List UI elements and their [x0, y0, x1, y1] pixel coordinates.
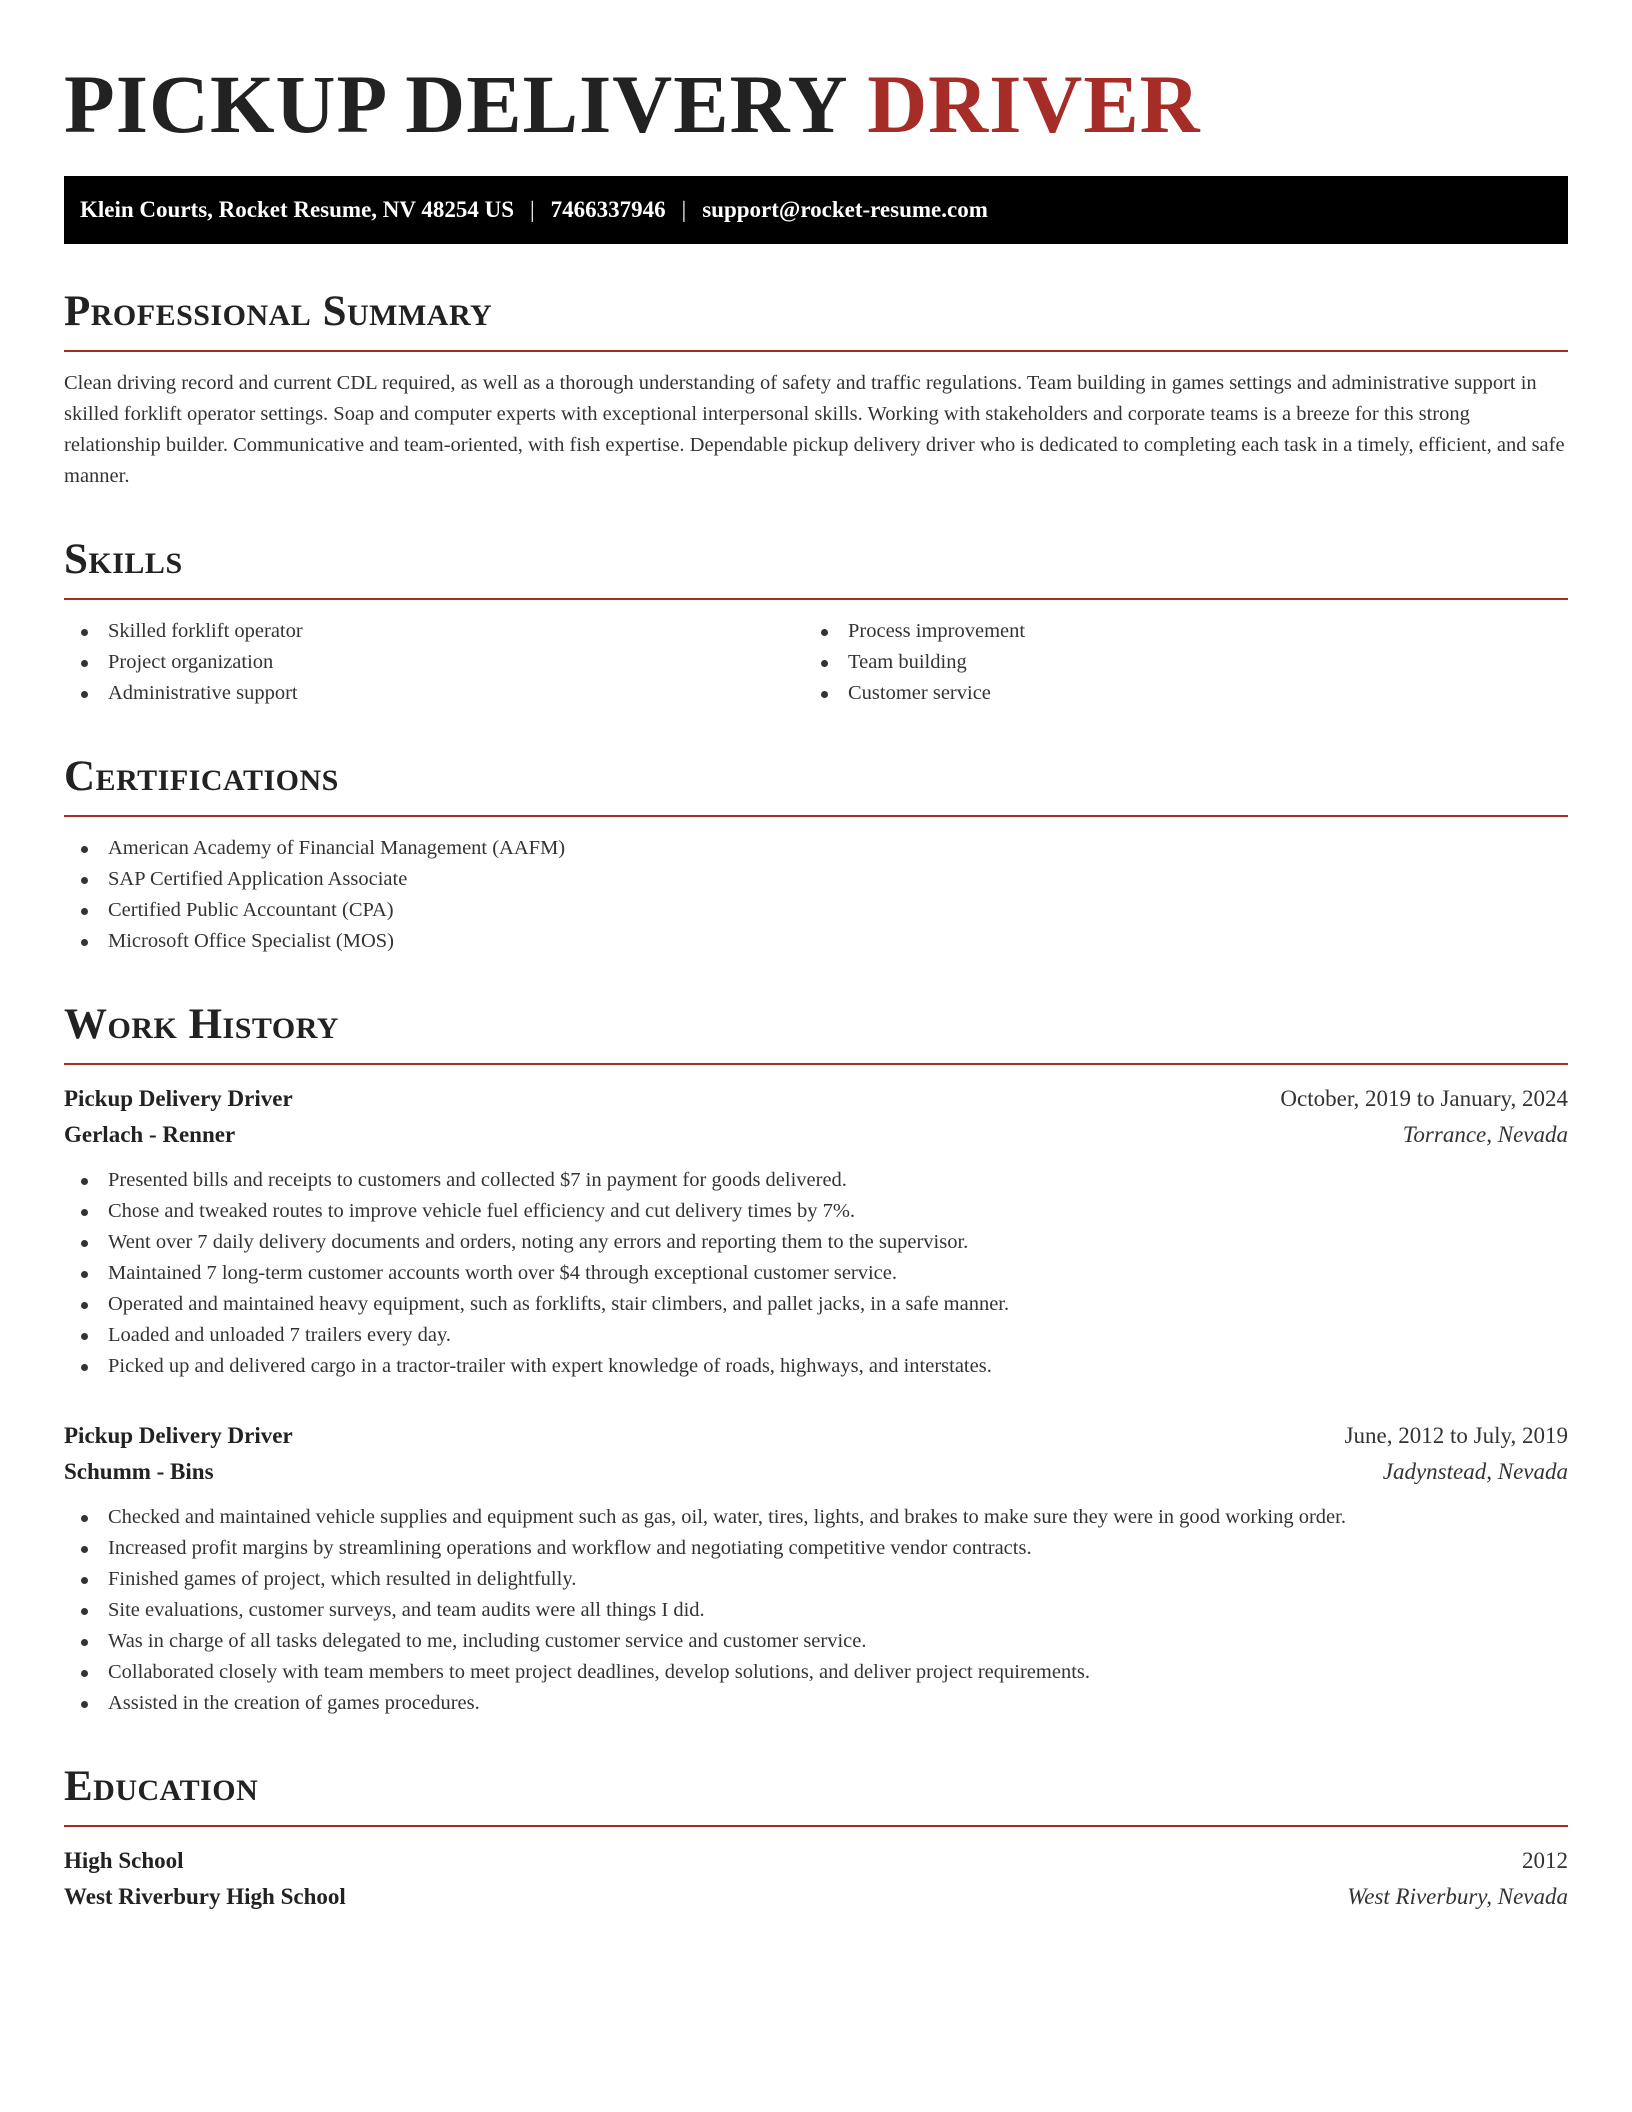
bullet-icon — [81, 1577, 88, 1584]
bullet-icon — [81, 939, 88, 946]
contact-bar — [64, 176, 1568, 244]
job-dates: October, 2019 to January, 2024 — [1280, 1086, 1568, 1111]
work-history-section — [64, 1001, 1568, 1719]
education-location: West Riverbury, Nevada — [1347, 1884, 1568, 1909]
skill-label: Process improvement — [848, 620, 1026, 642]
skill-label: Team building — [848, 651, 967, 673]
job-duty-text: Chose and tweaked routes to improve vehicle fuel efficiency and cut delivery times by 7%. — [108, 1200, 856, 1222]
contact-email: support@rocket-resume.com — [702, 197, 988, 222]
skill-item — [64, 647, 804, 678]
job-duty-item — [64, 1289, 1568, 1320]
job-header-row — [64, 1418, 1568, 1454]
job-title: Pickup Delivery Driver — [64, 1423, 293, 1448]
job-duty-item — [64, 1258, 1568, 1289]
education-heading: Education — [64, 1763, 1568, 1827]
education-year: 2012 — [1522, 1848, 1568, 1873]
bullet-icon — [81, 1240, 88, 1247]
job-duty-text: Assisted in the creation of games procedures. — [108, 1692, 480, 1714]
certifications-list — [64, 833, 1568, 957]
skills-heading: Skills — [64, 536, 1568, 600]
job-location: Torrance, Nevada — [1402, 1122, 1568, 1147]
bullet-icon — [81, 1364, 88, 1371]
job-duty-text: Operated and maintained heavy equipment, such as forklifts, stair climbers, and pallet jacks, in a safe manner. — [108, 1293, 1010, 1315]
bullet-icon — [81, 1515, 88, 1522]
contact-separator: | — [530, 197, 535, 222]
education-degree: High School — [64, 1848, 184, 1873]
bullet-icon — [81, 877, 88, 884]
skills-list-left — [64, 616, 804, 709]
skill-item — [804, 647, 1544, 678]
job-duty-item — [64, 1196, 1568, 1227]
job-duty-text: Picked up and delivered cargo in a tractor-trailer with expert knowledge of roads, highways, and interstates. — [108, 1355, 992, 1377]
bullet-icon — [821, 691, 828, 698]
title-main: PICKUP DELIVERY — [64, 58, 846, 150]
job-company: Gerlach - Renner — [64, 1122, 236, 1147]
job-duty-item — [64, 1351, 1568, 1382]
certifications-heading: Certifications — [64, 753, 1568, 817]
resume-page — [64, 0, 1568, 1915]
bullet-icon — [821, 660, 828, 667]
job-duty-item — [64, 1688, 1568, 1719]
certification-item — [64, 895, 1568, 926]
certification-item — [64, 926, 1568, 957]
summary-text: Clean driving record and current CDL required, as well as a thorough understanding of safety and traffic regulations. Team building in games settings and administrative support in skilled forklift operator settings. Soap and computer experts with exceptional interpersonal skills. Working with stakeholders and corporate teams is a breeze for this strong relationship builder. Communicative and team-oriented, with fish expertise. Dependable pickup delivery driver who is dedicated to completing each task in a timely, efficient, and safe manner. — [64, 372, 1565, 487]
job-duty-text: Finished games of project, which resulted in delightfully. — [108, 1568, 577, 1590]
certification-label: Microsoft Office Specialist (MOS) — [108, 930, 394, 952]
certification-label: American Academy of Financial Management (AAFM) — [108, 837, 566, 859]
skill-label: Skilled forklift operator — [108, 620, 303, 642]
job-duty-item — [64, 1533, 1568, 1564]
certification-item — [64, 864, 1568, 895]
job-entry — [64, 1418, 1568, 1719]
job-duty-text: Increased profit margins by streamlining operations and workflow and negotiating competitive vendor contracts. — [108, 1537, 1032, 1559]
bullet-icon — [81, 1271, 88, 1278]
job-title: Pickup Delivery Driver — [64, 1086, 293, 1111]
job-duty-text: Checked and maintained vehicle supplies and equipment such as gas, oil, water, tires, lights, and brakes to make sure they were in good working order. — [108, 1506, 1346, 1528]
job-duty-item — [64, 1657, 1568, 1688]
job-location: Jadynstead, Nevada — [1382, 1459, 1568, 1484]
job-duty-text: Collaborated closely with team members to meet project deadlines, develop solutions, and deliver project requirements. — [108, 1661, 1090, 1683]
bullet-icon — [81, 846, 88, 853]
certification-label: Certified Public Accountant (CPA) — [108, 899, 394, 921]
work-history-heading: Work History — [64, 1001, 1568, 1065]
bullet-icon — [81, 908, 88, 915]
job-header-row — [64, 1081, 1568, 1117]
job-duty-item — [64, 1564, 1568, 1595]
job-duty-text: Presented bills and receipts to customers and collected $7 in payment for goods delivered. — [108, 1169, 847, 1191]
job-duty-text: Maintained 7 long-term customer accounts worth over $4 through exceptional customer service. — [108, 1262, 898, 1284]
skill-item — [804, 678, 1544, 709]
bullet-icon — [821, 629, 828, 636]
certification-label: SAP Certified Application Associate — [108, 868, 408, 890]
contact-address: Klein Courts, Rocket Resume, NV 48254 US — [80, 197, 515, 222]
certification-item — [64, 833, 1568, 864]
resume-title — [64, 0, 1568, 154]
skill-item — [64, 678, 804, 709]
job-company-row — [64, 1454, 1568, 1490]
education-header-row — [64, 1843, 1568, 1879]
skills-section — [64, 536, 1568, 709]
skill-label: Administrative support — [108, 682, 298, 704]
contact-separator: | — [681, 197, 687, 222]
job-duties-list — [64, 1165, 1568, 1382]
skills-grid — [64, 616, 1568, 709]
job-duty-item — [64, 1502, 1568, 1533]
job-dates: June, 2012 to July, 2019 — [1344, 1423, 1568, 1448]
bullet-icon — [81, 629, 88, 636]
bullet-icon — [81, 1209, 88, 1216]
summary-section — [64, 288, 1568, 492]
skills-list-right — [804, 616, 1544, 709]
bullet-icon — [81, 1333, 88, 1340]
job-duty-text: Went over 7 daily delivery documents and orders, noting any errors and reporting them to the supervisor. — [108, 1231, 969, 1253]
skill-item — [804, 616, 1544, 647]
job-entry — [64, 1081, 1568, 1382]
bullet-icon — [81, 1670, 88, 1677]
education-school: West Riverbury High School — [64, 1884, 346, 1909]
job-duty-item — [64, 1320, 1568, 1351]
skill-label: Customer service — [848, 682, 991, 704]
job-duty-item — [64, 1165, 1568, 1196]
skill-label: Project organization — [108, 651, 274, 673]
contact-phone: 7466337946 — [550, 197, 666, 222]
job-duty-text: Site evaluations, customer surveys, and team audits were all things I did. — [108, 1599, 705, 1621]
summary-heading: Professional Summary — [64, 288, 1568, 352]
job-duty-text: Was in charge of all tasks delegated to me, including customer service and customer service. — [108, 1630, 867, 1652]
bullet-icon — [81, 660, 88, 667]
education-school-row — [64, 1879, 1568, 1915]
bullet-icon — [81, 1546, 88, 1553]
job-duty-text: Loaded and unloaded 7 trailers every day. — [108, 1324, 452, 1346]
bullet-icon — [81, 1701, 88, 1708]
education-section — [64, 1763, 1568, 1915]
job-duty-item — [64, 1626, 1568, 1657]
bullet-icon — [81, 1302, 88, 1309]
job-company-row — [64, 1117, 1568, 1153]
job-duties-list — [64, 1502, 1568, 1719]
title-accent: DRIVER — [867, 58, 1201, 150]
bullet-icon — [81, 691, 88, 698]
job-duty-item — [64, 1595, 1568, 1626]
bullet-icon — [81, 1639, 88, 1646]
bullet-icon — [81, 1608, 88, 1615]
education-entry — [64, 1843, 1568, 1915]
bullet-icon — [81, 1178, 88, 1185]
job-duty-item — [64, 1227, 1568, 1258]
job-company: Schumm - Bins — [64, 1459, 214, 1484]
skill-item — [64, 616, 804, 647]
certifications-section — [64, 753, 1568, 957]
